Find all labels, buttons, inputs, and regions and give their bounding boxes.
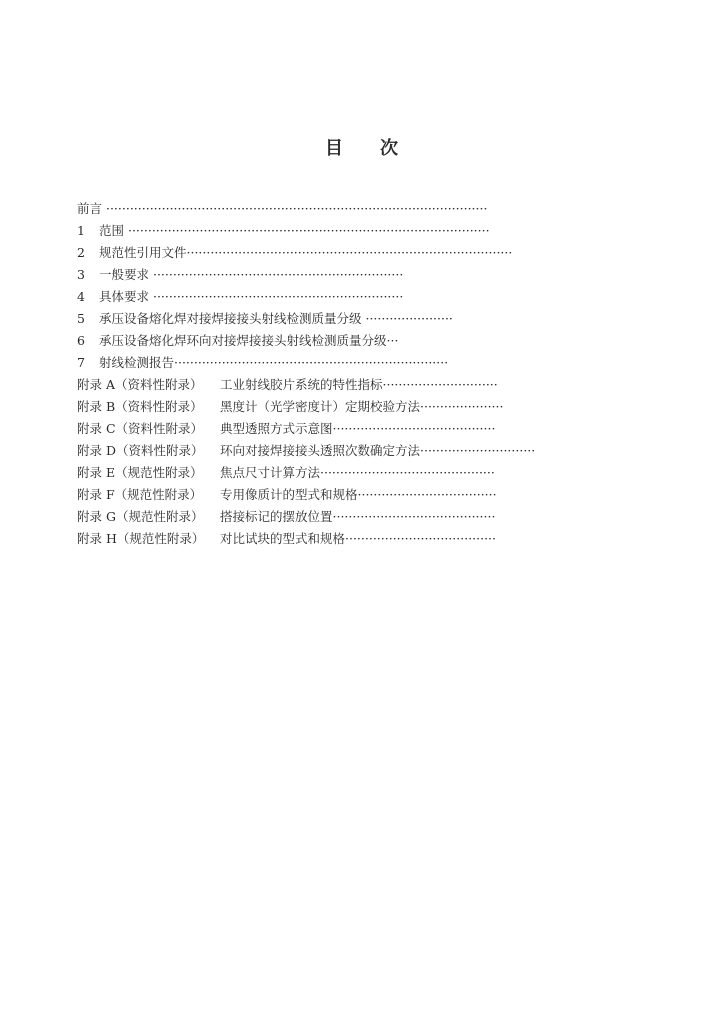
toc-number: 1 — [77, 223, 85, 238]
toc-leader-dots: ··································· — [357, 487, 497, 502]
title-char-2: 次 — [380, 138, 399, 159]
toc-leader-dots: ··························································································· — [124, 223, 490, 238]
toc-entry-5[interactable] — [77, 308, 453, 330]
toc-label: 承压设备熔化焊环向对接焊接接头射线检测质量分级 — [99, 333, 387, 348]
toc-leader-dots: ······························································· — [149, 267, 404, 282]
toc-label: 环向对接焊接接头透照次数确定方法 — [220, 443, 421, 458]
toc-label: 具体要求 — [99, 289, 150, 304]
toc-entry-appendix-c[interactable] — [77, 418, 495, 440]
toc-leader-dots: ········································· — [332, 509, 496, 524]
toc-entry-appendix-a[interactable] — [77, 374, 498, 396]
toc-label: 典型透照方式示意图 — [220, 421, 333, 436]
toc-leader-dots: ······································ — [345, 531, 497, 546]
toc-label: 对比试块的型式和规格 — [220, 531, 346, 546]
toc-number: 6 — [77, 333, 85, 348]
toc-entry-3[interactable] — [77, 264, 403, 286]
toc-leader-dots: ········································· — [332, 421, 496, 436]
toc-leader-dots: ······························································· — [149, 289, 404, 304]
toc-entry-appendix-g[interactable] — [77, 506, 495, 528]
toc-number: 3 — [77, 267, 85, 282]
toc-entry-1[interactable] — [77, 220, 490, 242]
toc-entry-appendix-h[interactable] — [77, 528, 496, 550]
toc-entry-appendix-f[interactable] — [77, 484, 497, 506]
toc-entry-foreword[interactable] — [77, 198, 487, 220]
toc-number: 2 — [77, 245, 85, 260]
toc-appendix-prefix: 附录 A（资料性附录） — [77, 377, 203, 392]
toc-label: 焦点尺寸计算方法 — [220, 465, 321, 480]
toc-label: 黑度计（光学密度计）定期校验方法 — [220, 399, 421, 414]
page-title — [0, 134, 724, 160]
toc-label: 射线检测报告 — [99, 355, 175, 370]
toc-appendix-prefix: 附录 F（规范性附录） — [77, 487, 203, 502]
toc-appendix-prefix: 附录 H（规范性附录） — [77, 531, 205, 546]
toc-entry-appendix-e[interactable] — [77, 462, 495, 484]
toc-label: 前言 — [77, 201, 103, 216]
toc-leader-dots: ·················································································· — [186, 245, 513, 260]
toc-label: 范围 — [99, 223, 125, 238]
toc-label: 专用像质计的型式和规格 — [220, 487, 358, 502]
toc-leader-dots: ································································································ — [102, 201, 488, 216]
toc-label: 承压设备熔化焊对接焊接接头射线检测质量分级 — [99, 311, 362, 326]
toc-leader-dots: ············································ — [320, 465, 495, 480]
toc-entry-2[interactable] — [77, 242, 512, 264]
toc-appendix-prefix: 附录 C（资料性附录） — [77, 421, 204, 436]
toc-entry-4[interactable] — [77, 286, 403, 308]
toc-entry-appendix-d[interactable] — [77, 440, 535, 462]
toc-leader-dots: ····································································· — [174, 355, 449, 370]
toc-number: 7 — [77, 355, 85, 370]
toc-label: 工业射线胶片系统的特性指标 — [220, 377, 383, 392]
toc-leader-dots: ····························· — [420, 443, 536, 458]
toc-leader-dots: ··· — [386, 333, 399, 348]
toc-entry-6[interactable] — [77, 330, 398, 352]
toc-label: 搭接标记的摆放位置 — [220, 509, 333, 524]
title-char-1: 目 — [325, 138, 344, 159]
toc-appendix-prefix: 附录 G（规范性附录） — [77, 509, 204, 524]
toc-number: 5 — [77, 311, 85, 326]
toc-label: 规范性引用文件 — [99, 245, 187, 260]
toc-entry-7[interactable] — [77, 352, 448, 374]
toc-leader-dots: ······················ — [361, 311, 453, 326]
toc-appendix-prefix: 附录 E（规范性附录） — [77, 465, 203, 480]
toc-appendix-prefix: 附录 D（资料性附录） — [77, 443, 204, 458]
toc-entry-appendix-b[interactable] — [77, 396, 503, 418]
toc-appendix-prefix: 附录 B（资料性附录） — [77, 399, 203, 414]
toc-number: 4 — [77, 289, 85, 304]
toc-leader-dots: ····················· — [420, 399, 504, 414]
toc-label: 一般要求 — [99, 267, 150, 282]
toc-leader-dots: ····························· — [382, 377, 498, 392]
